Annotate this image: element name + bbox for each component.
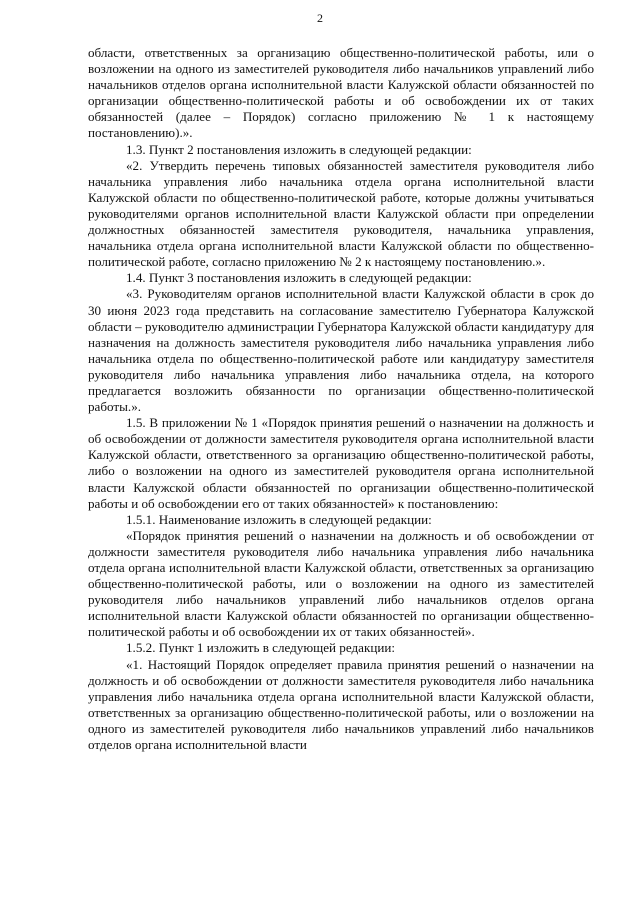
paragraph-item-2-text: «2. Утвердить перечень типовых обязанностей заместителя руководителя либо начальника управления либо начальника отдела органа исполнительной власти Калужской области по общественно-политической работе, которые должны учитываться руководителями органов исполнительной власти Калужской области при определении должностных обязанностей заместителя руководителя, начальника управления, начальника отдела органа исполнительной власти Калужской области по общественно-политической работе, согласно приложению № 2 к настоящему постановлению.».: [88, 157, 594, 270]
paragraph-1-5-2-heading: 1.5.2. Пункт 1 изложить в следующей редакции:: [126, 640, 395, 656]
paragraph-item-3-text: «3. Руководителям органов исполнительной власти Калужской области в срок до 30 июня 2023 года представить на согласование заместителю Губернатора Калужской области – руководителю администрации Губернатора Калужской области кандидатуру для назначения на должность заместителя руководителя либо начальника управления либо начальника отдела по общественно-политической работе или кандидатуру заместителя руководителя либо начальника управления либо начальника отдела, на которого предлагается возложить обязанности по организации общественно-политической работы.».: [88, 286, 594, 415]
document-body: [88, 45, 594, 753]
paragraph-item-1-text: «1. Настоящий Порядок определяет правила принятия решений о назначении на должность и об освобождении от должности заместителя руководителя либо начальника управления либо начальника отдела органа исполнительной власти Калужской области, ответственных за организацию общественно-политической работы, или о возложении на одного из заместителей руководителя либо начальников управлений либо начальников отделов органа исполнительной власти: [88, 656, 594, 753]
paragraph-title-text: «Порядок принятия решений о назначении на должность и об освобождении от должности заместителя руководителя либо начальника управления либо начальника отдела органа исполнительной власти Калужской области, ответственных за организацию общественно-политической работы, или о возложении на одного из заместителей руководителя либо начальников управлений либо начальников отделов органа исполнительной власти Калужской области обязанностей по организации общественно-политической работы и об освобождении их от таких обязанностей».: [88, 527, 594, 640]
paragraph-1-4-heading: 1.4. Пункт 3 постановления изложить в следующей редакции:: [126, 270, 472, 286]
paragraph-1-5: 1.5. В приложении № 1 «Порядок принятия решений о назначении на должность и об освобождении от должности заместителя руководителя органа исполнительной власти Калужской области, ответственного за организацию общественно-политической работы, либо о возложении на одного из заместителей руководителя органа исполнительной власти Калужской области обязанностей по организации общественно-политической работы и об освобождении его от таких обязанностей» к постановлению:: [88, 415, 594, 511]
paragraph-1-3-heading: 1.3. Пункт 2 постановления изложить в следующей редакции:: [126, 141, 472, 157]
page-number: 2: [317, 11, 323, 25]
paragraph-1-5-1-heading: 1.5.1. Наименование изложить в следующей редакции:: [126, 511, 432, 527]
paragraph-continuation: области, ответственных за организацию общественно-политической работы, или о возложении на одного из заместителей руководителя либо начальников управлений либо начальников отделов органа исполнительной власти Калужской области обязанностей по организации общественно-политической работы и об освобождении их от таких обязанностей (далее – Порядок) согласно приложению № 1 к настоящему постановлению).».: [88, 45, 594, 141]
